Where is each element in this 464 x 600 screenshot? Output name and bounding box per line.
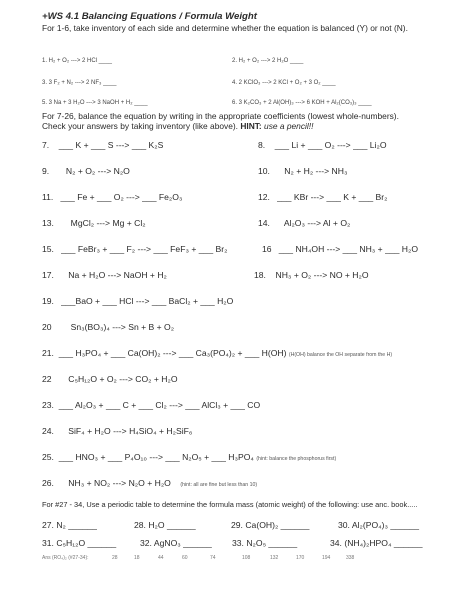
problem-equation: N₂ + O₂ ---> N₂O <box>65 166 130 176</box>
problem-number: 7. <box>42 140 50 150</box>
problem-equation: Na + H₂O ---> NaOH + H₂ <box>68 270 167 280</box>
problem-29 <box>231 520 309 531</box>
problem-27 <box>42 520 97 531</box>
problem-14 <box>258 218 350 229</box>
formula: AgNO₃ ______ <box>153 538 212 548</box>
problem-number: 23. <box>42 400 54 410</box>
answer-value: 74 <box>210 555 216 561</box>
hint-text: use a pencil!! <box>264 121 314 131</box>
problem-33 <box>232 538 297 549</box>
problem-number: 11. <box>42 192 54 202</box>
problem-number: 15. <box>42 244 54 254</box>
problem-12 <box>258 192 387 203</box>
problem-equation: ___ H₃PO₄ + ___ Ca(OH)₂ ---> ___ Ca₃(PO₄)₂ + ___ H(OH) <box>58 348 287 358</box>
problem-equation: NH₃ + NO₂ ---> N₂O + H₂O <box>68 478 171 488</box>
problem-number: 26. <box>42 478 54 488</box>
problem-equation: N₂ + H₂ ---> NH₃ <box>284 166 348 176</box>
problem-equation: ___ K + ___ S ---> ___ K₂S <box>58 140 164 150</box>
problem-number: 21. <box>42 348 54 358</box>
problem-equation: NH₃ + O₂ ---> NO + H₂O <box>275 270 369 280</box>
problem-16 <box>262 244 418 255</box>
problem-8 <box>258 140 387 151</box>
answer-value: 108 <box>242 555 251 561</box>
answer-value: 194 <box>322 555 331 561</box>
instructions-part2: For 7-26, balance the equation by writing in the appropriate coefficients (lowest whole-numbers). <box>42 111 399 121</box>
problem-number: 12. <box>258 192 270 202</box>
problem-number: 17. <box>42 270 54 280</box>
problem-equation: ___ NH₄OH ---> ___ NH₃ + ___ H₂O <box>278 244 419 254</box>
problem-22 <box>42 374 178 385</box>
equation-4: 4. 2 KClO₃ ---> 2 KCl + O₂ + 3 O₂ ____ <box>232 80 336 86</box>
answer-value: 338 <box>346 555 355 561</box>
problem-number: 9. <box>42 166 50 176</box>
instructions-part1: For 1-6, take inventory of each side and determine whether the equation is balanced (Y) or not (N). <box>42 23 408 33</box>
formula: N₂ ______ <box>56 520 97 530</box>
problem-number: 32. <box>140 538 152 548</box>
formula: N₂O₅ ______ <box>246 538 298 548</box>
problem-18 <box>254 270 369 281</box>
problem-number: 10. <box>258 166 270 176</box>
problem-34 <box>330 538 423 549</box>
problem-20 <box>42 322 174 333</box>
problem-28 <box>134 520 196 531</box>
problem-equation: C₅H₁₂O + O₂ ---> CO₂ + H₂O <box>68 374 178 384</box>
problem-number: 22 <box>42 374 52 384</box>
answer-value: 28 <box>112 555 118 561</box>
problem-number: 31. <box>42 538 54 548</box>
problem-number: 34. <box>330 538 342 548</box>
problem-10 <box>258 166 347 177</box>
instructions-part3: For #27 - 34, Use a periodic table to determine the formula mass (atomic weight) of the following: use anc. book..... <box>42 500 418 509</box>
problem-note: (hint: balance the phosphorus first) <box>256 456 337 462</box>
equation-2: 2. H₂ + O₂ ---> 2 H₂O ____ <box>232 58 304 64</box>
problem-number: 29. <box>231 520 243 530</box>
problem-number: 33. <box>232 538 244 548</box>
problem-number: 19. <box>42 296 54 306</box>
problem-17 <box>42 270 167 281</box>
answer-value: 170 <box>296 555 305 561</box>
problem-7 <box>42 140 163 151</box>
problem-number: 16 <box>262 244 272 254</box>
problem-equation: SiF₄ + H₂O ---> H₄SiO₄ + H₂SiF₆ <box>68 426 193 436</box>
problem-number: 14. <box>258 218 270 228</box>
answer-value: 18 <box>134 555 140 561</box>
formula: Al₂(PO₄)₃ ______ <box>351 520 420 530</box>
formula: C₅H₁₂O ______ <box>56 538 117 548</box>
problem-number: 20 <box>42 322 52 332</box>
problem-23 <box>42 400 260 411</box>
answer-value: 44 <box>158 555 164 561</box>
formula: Ca(OH)₂ ______ <box>245 520 310 530</box>
problem-note: (hint: all are fine but less than 10) <box>180 482 258 488</box>
problem-equation: ___ KBr ---> ___ K + ___ Br₂ <box>277 192 388 202</box>
equation-3: 3. 3 F₂ + N₂ ---> 2 NF₃ ____ <box>42 80 117 86</box>
equation-6: 6. 3 K₂CO₃ + 2 Al(OH)₃ ---> 6 KOH + Al₂(CO₃)₃ ____ <box>232 100 372 106</box>
problem-note: (H(OH) balance the OH separate from the H) <box>288 352 393 358</box>
problem-24 <box>42 426 192 437</box>
instructions-part2-line2 <box>42 121 313 132</box>
answer-value: 60 <box>182 555 188 561</box>
problem-25 <box>42 452 336 465</box>
problem-9 <box>42 166 130 177</box>
problem-19 <box>42 296 233 307</box>
hint-label: HINT: <box>240 121 262 131</box>
problem-26 <box>42 478 257 491</box>
problem-32 <box>140 538 212 549</box>
problem-number: 27. <box>42 520 54 530</box>
problem-number: 25. <box>42 452 54 462</box>
problem-equation: Sn₃(BO₃)₄ ---> Sn + B + O₂ <box>70 322 175 332</box>
problem-number: 13. <box>42 218 54 228</box>
problem-number: 24. <box>42 426 54 436</box>
problem-13 <box>42 218 146 229</box>
equation-5: 5. 3 Na + 3 H₂O ---> 3 NaOH + H₂ ____ <box>42 100 148 106</box>
formula: (NH₄)₂HPO₄ ______ <box>344 538 423 548</box>
problem-equation: ___ HNO₃ + ___ P₄O₁₀ ---> ___ N₂O₅ + ___ H₃PO₄ <box>58 452 254 462</box>
problem-number: 18. <box>254 270 266 280</box>
worksheet-title: +WS 4.1 Balancing Equations / Formula Weight <box>42 11 257 22</box>
problem-equation: ___BaO + ___ HCl ---> ___ BaCl₂ + ___ H₂O <box>61 296 234 306</box>
problem-equation: ___ Li + ___ O₂ ---> ___ Li₂O <box>274 140 387 150</box>
problem-number: 8. <box>258 140 266 150</box>
equation-1: 1. H₂ + O₂ ---> 2 HCl ____ <box>42 58 113 64</box>
problem-31 <box>42 538 116 549</box>
answers-label: Ans (RO₄)₂ (#27-34): <box>42 555 89 561</box>
answer-value: 132 <box>270 555 279 561</box>
problem-equation: ___ Fe + ___ O₂ ---> ___ Fe₂O₃ <box>60 192 183 202</box>
problem-21 <box>42 348 392 361</box>
problem-30 <box>338 520 419 531</box>
problem-number: 30. <box>338 520 350 530</box>
check-answers-text: Check your answers by taking inventory (like above). <box>42 121 238 131</box>
problem-11 <box>42 192 182 203</box>
problem-equation: ___ FeBr₃ + ___ F₂ ---> ___ FeF₃ + ___ Br₂ <box>61 244 228 254</box>
problem-equation: ___ Al₂O₃ + ___ C + ___ Cl₂ ---> ___ AlCl₃ + ___ CO <box>58 400 261 410</box>
problem-equation: Al₂O₃ ---> Al + O₂ <box>283 218 351 228</box>
problem-15 <box>42 244 227 255</box>
formula: H₂O ______ <box>148 520 196 530</box>
problem-number: 28. <box>134 520 146 530</box>
problem-equation: MgCl₂ ---> Mg + Cl₂ <box>70 218 146 228</box>
